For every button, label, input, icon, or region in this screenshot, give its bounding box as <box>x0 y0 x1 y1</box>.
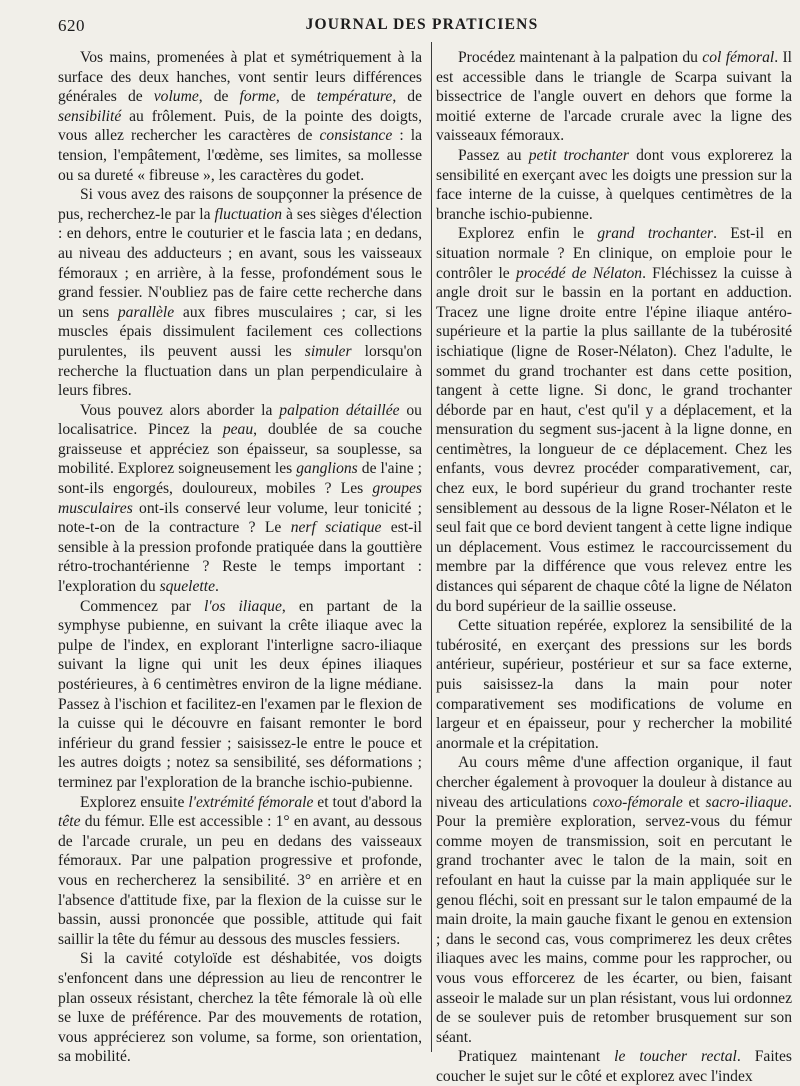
italic-term: parallèle <box>117 303 175 321</box>
paragraph: Passez au petit trochanter dont vous explorerez la sensibilité en exerçant avec les doigts une pression sur la face interne de la cuisse, à quelques centimètres de la branche ischio-pubienne. <box>436 146 792 223</box>
italic-term: fluctuation <box>214 205 283 223</box>
italic-term: température <box>316 88 393 106</box>
italic-term: consistance <box>319 127 393 145</box>
italic-term: squelette <box>159 578 215 596</box>
paragraph: Cette situation repérée, explorez la sensibilité de la tubérosité, en exerçant des pressions sur les bords antérieur, supérieur, postérieur et sur sa face externe, puis saisissez-la dans la main pour noter comparativement ses modifications de volume en largeur et en épaisseur, pour y rechercher la mobilité anormale et la crépitation. <box>436 617 792 752</box>
italic-term: le toucher rectal <box>614 1048 737 1066</box>
italic-term: nerf sciatique <box>290 519 382 537</box>
italic-term: groupes musculaires <box>58 480 422 517</box>
italic-term: grand trochanter <box>597 225 714 243</box>
italic-term: ganglions <box>296 460 358 478</box>
column-divider <box>431 42 432 1052</box>
paragraph: Procédez maintenant à la palpation du col fémoral. Il est accessible dans le triangle de Scarpa suivant la bissectrice de l'angle ouvert en dehors que forme la moitié externe de l'arcade crurale avec la ligne des vaisseaux fémoraux. <box>436 49 792 145</box>
italic-term: procédé de Nélaton <box>515 264 643 282</box>
italic-term: petit trochanter <box>528 146 629 164</box>
right-column <box>436 48 792 1086</box>
running-title: JOURNAL DES PRATICIENS <box>305 16 539 33</box>
italic-term: coxo-fémorale <box>592 793 683 811</box>
italic-term: simuler <box>304 342 352 360</box>
italic-term: forme <box>239 88 276 106</box>
paragraph: Si vous avez des raisons de soupçonner la présence de pus, recherchez-le par la fluctuation à ses sièges d'élection : en dehors, entre le couturier et le fascia lata ; en dedans, au niveau des adducteurs ; en avant, sous les vaisseaux fémoraux ; en arrière, à la fesse, profondément sous le grand fessier. N'oubliez pas de faire cette recherche dans un sens parallèle aux fibres musculaires ; car, si les muscles épais dissimulent facilement ces collections purulentes, ils peuvent aussi les simuler lorsqu'on recherche la fluctuation dans un plan perpendiculaire à leurs fibres. <box>58 186 423 400</box>
left-column <box>58 48 422 1067</box>
page-number: 620 <box>58 16 85 35</box>
paragraph: Pratiquez maintenant le toucher rectal. Faites coucher le sujet sur le côté et explorez avec l'index <box>436 1048 793 1085</box>
paragraph: Si la cavité cotyloïde est déshabitée, vos doigts s'enfoncent dans une dépression au lieu de rencontrer le plan osseux résistant, cherchez la tête fémorale là où elle se luxe de préférence. Par des mouvements de rotation, vous apprécierez son volume, sa forme, son orientation, sa mobilité. <box>58 950 422 1066</box>
paragraph: Commencez par l'os iliaque, en partant de la symphyse pubienne, en suivant la crête iliaque avec la pulpe de l'index, en explorant l'interligne sacro-iliaque suivant la ligne qui unit les deux épines iliaques postérieures, à 6 centimètres environ de la ligne médiane. Passez à l'ischion et facilitez-en l'examen par le flexion de la cuisse qui le découvre en faisant remonter le bord inférieur du grand fessier ; saisissez-le entre le pouce et les autres doigts ; notez sa sensibilité, ses déformations ; terminez par l'exploration de la branche ischio-pubienne. <box>58 597 422 791</box>
italic-term: tête <box>58 813 81 831</box>
italic-term: sensibilité <box>58 107 122 125</box>
italic-term: volume <box>153 88 199 106</box>
italic-term: col fémoral <box>702 49 775 66</box>
paragraph: Vous pouvez alors aborder la palpation détaillée ou localisatrice. Pincez la peau, doublée de sa couche graisseuse et appréciez son épaisseur, sa souplesse, sa mobilité. Explorez soigneusement les ganglions de l'aine ; sont-ils engorgés, douloureux, mobiles ? Les groupes musculaires ont-ils conservé leur volume, leur tonicité ; note-t-on de la contracture ? Le nerf sciatique est-il sensible à la pression profonde pratiquée dans la gouttière rétro-trochantérienne ? Reste le temps important : l'exploration du squelette. <box>58 401 422 596</box>
paragraph: Explorez ensuite l'extrémité fémorale et tout d'abord la tête du fémur. Elle est accessible : 1° en avant, au dessous de l'arcade crurale, un peu en dedans des vaisseaux fémoraux. Par une palpation progressive et profonde, vous en rechercherez la sensibilité. 3° en arrière et en l'absence d'attitude fixe, par la flexion de la cuisse sur le bassin, aussi prononcée que possible, attitude qui fait saillir la tête du fémur au dessous des muscles fessiers. <box>58 793 422 948</box>
italic-term: sacro-iliaque <box>705 793 789 811</box>
page-header <box>58 16 786 42</box>
italic-term: l'extrémité fémorale <box>188 793 314 811</box>
italic-term: palpation détaillée <box>279 401 400 419</box>
italic-term: peau <box>222 421 254 439</box>
italic-term: l'os iliaque <box>203 597 282 615</box>
paragraph: Explorez enfin le grand trochanter. Est-il en situation normale ? En clinique, on emploie pour le contrôler le procédé de Nélaton. Fléchissez la cuisse à angle droit sur le bassin en la portant en adduction. Tracez une ligne droite entre l'épine iliaque antéro-supérieure et la partie la plus saillante de la tubérosité ischiatique (ligne de Roser-Nélaton). Chez l'adulte, le sommet du grand trochanter est dans cette position, tangent à cette ligne. Si donc, le grand trochanter déborde par en haut, c'est qu'il y a déplacement, et la mensuration du segment sus-jacent à la ligne donne, en centimètres, la longueur de ce déplacement. Chez les enfants, vous devrez procéder comparativement, car, chez eux, le bord supérieur du grand trochanter reste sensiblement au dessous de la ligne Roser-Nélaton et le seul fait que ce bord devient tangent à cette ligne indique un déplacement. Vous estimez le raccourcissement du membre par la différence que vous relevez entre les distances qui séparent de chaque côté la ligne de Nélaton du bord supérieur de la saillie osseuse. <box>436 225 792 615</box>
paragraph: Au cours même d'une affection organique, il faut chercher également à provoquer la douleur à distance au niveau des articulations coxo-fémorale et sacro-iliaque. Pour la première exploration, servez-vous du fémur comme moyen de transmission, soit en percutant le grand trochanter avec le talon de la main, soit en refoulant en haut la cuisse par la main appliquée sur le genou fléchi, soit en pressant sur le talon empaumé de la main droite, la main gauche fixant le genou en extension ; dans le second cas, vous comprimerez les deux crêtes iliaques avec les mains, comme pour les rapprocher, ou vous vous efforcerez de les écarter, ou bien, faisant asseoir le malade sur un plan résistant, vous lui ordonnez de se soulever puis de retomber brusquement sur son séant. <box>436 754 792 1046</box>
paragraph: Vos mains, promenées à plat et symétriquement à la surface des deux hanches, vont sentir leurs différences générales de volume, de forme, de température, de sensibilité au frôlement. Puis, de la pointe des doigts, vous allez rechercher les caractères de consistance : la tension, l'empâtement, l'œdème, ses limites, sa mollesse ou sa dureté « fibreuse », les caractères du godet. <box>58 49 423 184</box>
